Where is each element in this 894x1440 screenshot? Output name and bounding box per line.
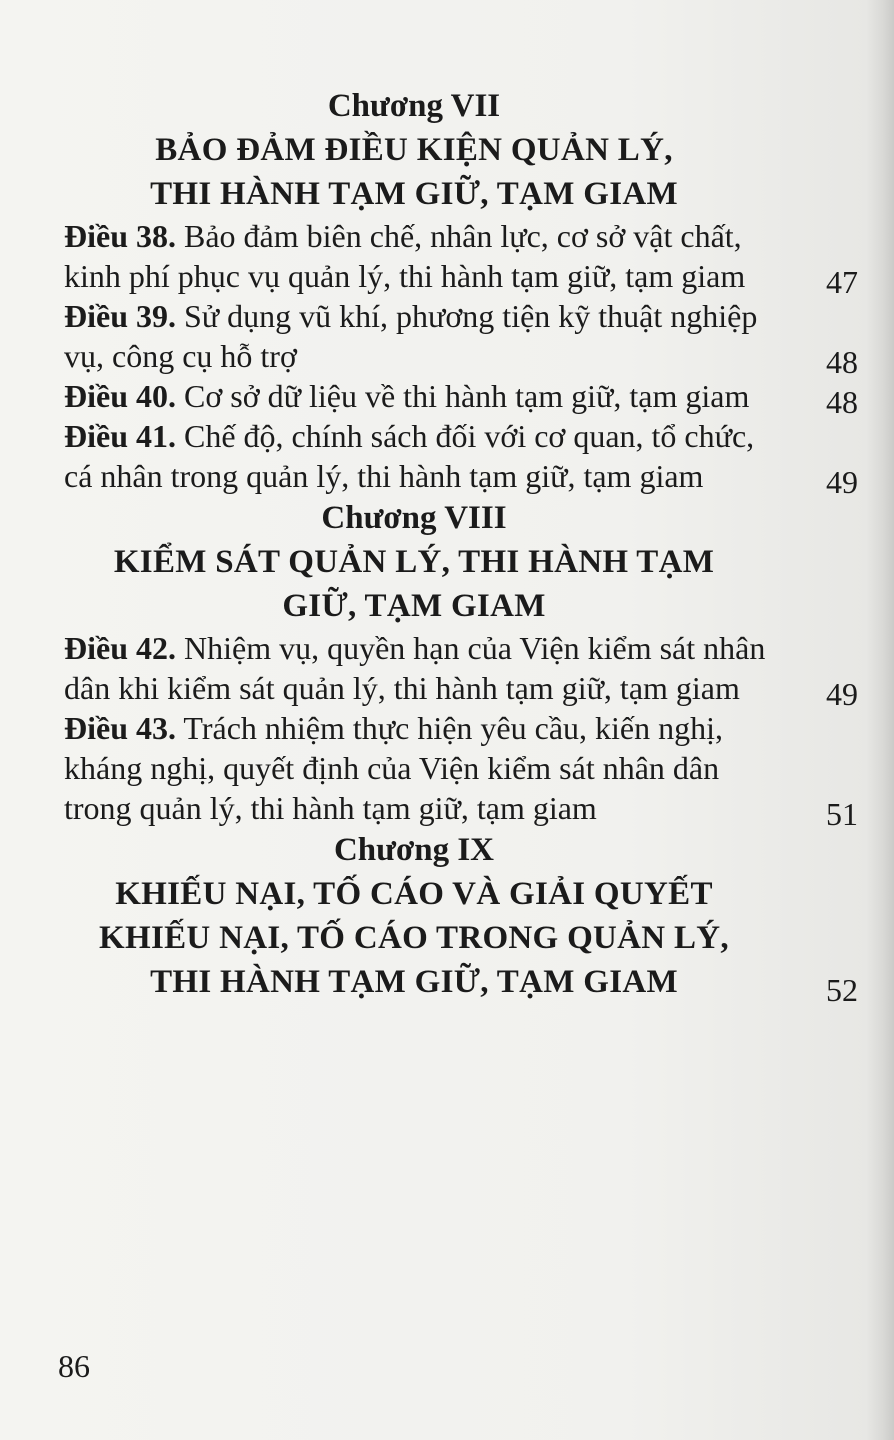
page-number: 48 xyxy=(826,344,858,380)
article-number: Điều 41. xyxy=(64,418,176,454)
chapter-title-line: KIỂM SÁT QUẢN LÝ, THI HÀNH TẠM xyxy=(113,544,715,580)
page-number: 51 xyxy=(826,796,858,832)
toc-entry[interactable] xyxy=(64,416,858,500)
page-number: 52 xyxy=(826,972,858,1008)
chapter-heading: Chương VII xyxy=(327,88,501,124)
article-title: Chế độ, chính sách đối với cơ quan, tổ chức, cá nhân trong quản lý, thi hành tạm giữ, tạm giam xyxy=(64,418,755,494)
page-number: 47 xyxy=(826,264,858,300)
article-title: Nhiệm vụ, quyền hạn của Viện kiểm sát nhân dân khi kiểm sát quản lý, thi hành tạm giữ, tạm giam xyxy=(64,630,766,706)
article-title: Cơ sở dữ liệu về thi hành tạm giữ, tạm giam xyxy=(176,378,750,414)
toc-entry[interactable] xyxy=(64,708,858,832)
article-number: Điều 43. xyxy=(64,710,176,746)
article-title: Trách nhiệm thực hiện yêu cầu, kiến nghị, kháng nghị, quyết định của Viện kiểm sát nhân dân trong quản lý, thi hành tạm giữ, tạm giam xyxy=(64,710,724,826)
toc-entry[interactable] xyxy=(64,296,858,380)
chapter-title-line: THI HÀNH TẠM GIỮ, TẠM GIAM xyxy=(150,176,678,212)
page-number: 49 xyxy=(826,464,858,500)
toc-entry[interactable] xyxy=(64,376,858,420)
chapter-title-line: THI HÀNH TẠM GIỮ, TẠM GIAM xyxy=(150,964,678,1000)
chapter-heading: Chương VIII xyxy=(321,500,507,536)
article-title: Sử dụng vũ khí, phương tiện kỹ thuật nghiệp vụ, công cụ hỗ trợ xyxy=(64,298,758,374)
article-number: Điều 39. xyxy=(64,298,176,334)
chapter-title-line: KHIẾU NẠI, TỐ CÁO TRONG QUẢN LÝ, xyxy=(99,920,729,956)
chapter-title-line: GIỮ, TẠM GIAM xyxy=(282,588,546,624)
page-number: 49 xyxy=(826,676,858,712)
page-folio: 86 xyxy=(58,1348,90,1384)
page-number: 48 xyxy=(826,384,858,420)
page-edge-shadow xyxy=(866,0,894,1440)
toc-entry[interactable] xyxy=(64,628,858,712)
toc-entry[interactable] xyxy=(64,216,858,300)
article-number: Điều 40. xyxy=(64,378,176,414)
table-of-contents xyxy=(64,84,858,1008)
article-title: Bảo đảm biên chế, nhân lực, cơ sở vật chất, kinh phí phục vụ quản lý, thi hành tạm giữ, tạm giam xyxy=(64,218,746,294)
article-number: Điều 38. xyxy=(64,218,176,254)
chapter-title-line: KHIẾU NẠI, TỐ CÁO VÀ GIẢI QUYẾT xyxy=(115,876,713,912)
article-number: Điều 42. xyxy=(64,630,176,666)
toc-entry[interactable] xyxy=(64,960,858,1008)
chapter-title-line: BẢO ĐẢM ĐIỀU KIỆN QUẢN LÝ, xyxy=(155,132,673,168)
chapter-heading: Chương IX xyxy=(333,832,495,868)
